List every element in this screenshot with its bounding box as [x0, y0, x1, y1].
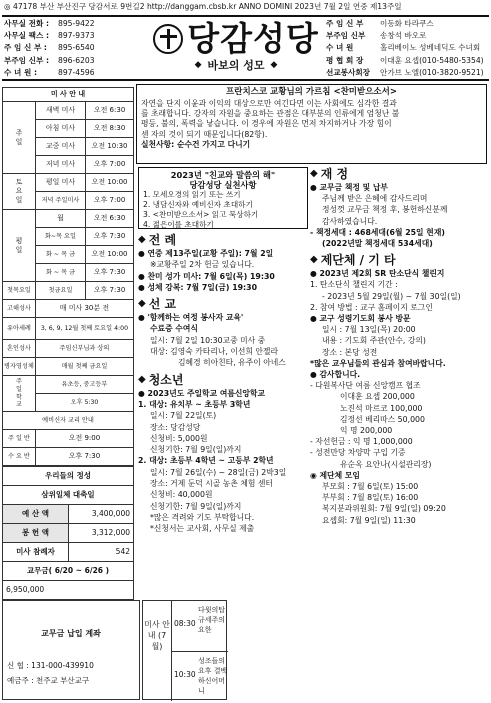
table-row [3, 524, 134, 543]
parish-name: 당감성당 [187, 19, 319, 58]
list-item: 수료증 수여식 [150, 324, 198, 334]
pope-teaching-box [136, 84, 487, 164]
schedule-name: 저녁 주일미사 [35, 192, 85, 210]
list-item: 감사하였습니다. [322, 216, 378, 226]
contact-row [4, 31, 144, 43]
list-item: - 2023년 5월 29일(월) ~ 7월 30일(일) [322, 291, 461, 301]
account-title: 교무금 납입 계좌 [41, 629, 101, 638]
list-item: 부부회 : 7월 8일(토) 16:00 [322, 493, 419, 503]
list-item: *많은 격려와 기도 부탁합니다. [150, 512, 255, 522]
diamond-icon: ◆ [310, 254, 318, 266]
list-item: 신청비: 40,000원 [150, 490, 213, 500]
list-item: ● 교무금 책정 및 납부 [310, 183, 388, 192]
schedule-time: 오후 7:00 [86, 156, 134, 174]
staff-value: 이대훈 요셉(010-5480-5354) [380, 55, 484, 65]
table-row [3, 102, 134, 120]
list-item: - 다원복사단 여름 신앙캠프 협조 [310, 381, 421, 391]
schedule-name: 교중 미사 [35, 138, 85, 156]
summary-value: 3,312,000 [68, 524, 133, 543]
list-item: *신청서는 교사회, 사무실 제출 [150, 524, 255, 534]
summary-title: 우리들의 정성 [3, 467, 134, 486]
schedule-time: 오전 10:00 [86, 246, 134, 264]
bulletin-header [2, 15, 489, 81]
staff-label: 평 협 회 장 [326, 55, 364, 65]
schedule-name: 화 ~ 목 금 [35, 264, 85, 282]
schedule-name: 평일 미사 [35, 174, 85, 192]
schedule-time: 오전 6:30 [86, 210, 134, 228]
schedule-name: 오후 5:30 [35, 394, 133, 412]
list-item: 노진석 마르코 100,000 [340, 403, 423, 413]
announcement-title: 프란치스코 교황님의 가르침 <찬미받으소서> [226, 87, 397, 97]
list-item: 장소: 거제 둔덕 시골 농촌 체험 센터 [150, 479, 273, 489]
schedule-name: 주임신부님과 상의 [35, 340, 133, 358]
tithe-period: 교무금( 6/20 ~ 6/26 ) [3, 562, 134, 581]
section-title: 재 정 [320, 167, 349, 181]
schedule-name: 새벽 미사 [35, 102, 85, 120]
table-row [3, 358, 134, 376]
list-item: 2. 참여 방법 : 교구 홈페이지 로그인 [310, 302, 433, 312]
table-row [3, 543, 134, 562]
schedule-group: 주 일 반 [3, 430, 36, 448]
diamond-icon: ◆ [138, 373, 146, 385]
right-column [310, 167, 488, 526]
table-row [3, 430, 134, 448]
contact-value: 897-4596 [58, 67, 95, 77]
list-item: 신청비: 5,000원 [150, 433, 208, 443]
week-mass-row [171, 601, 228, 651]
office-contacts [4, 19, 144, 80]
diamond-icon: ◆ [310, 168, 318, 180]
list-item: 내용 : 기도회 주관(안수, 강의) [322, 336, 426, 346]
list-item: 복지분과위원회: 7월 9일(일) 09:20 [322, 504, 446, 514]
offering-summary-table [2, 466, 134, 600]
staff-value: 홀리베이노 성베네딕도 수녀회 [380, 43, 481, 53]
schedule-group: 주 일 학 교 [3, 376, 36, 412]
contact-value: 895-9422 [58, 19, 95, 28]
parish-logo [148, 19, 324, 79]
list-item: 1. 탄소단식 챌린지 기간 : [310, 280, 398, 290]
schedule-name: 유초등, 중고등부 [35, 376, 133, 394]
list-item: ● 2023년도 주일학교 여름신앙학교 [138, 388, 266, 398]
top-address-line: ◎ 47178 부산 부산진구 당감서로 9번길2 http://danggam.cbsb.kr ANNO DOMINI 2023년 7월 2일 연중 제13주일 [4, 2, 402, 11]
list-item: 요셉회: 7월 9일(일) 11:30 [322, 515, 416, 525]
contact-value: 896-6203 [58, 55, 95, 65]
list-item: ● 감사합니다. [310, 370, 361, 380]
announcement-line: 센 자의 것이 되기 때문입니다(82항). [141, 129, 268, 139]
list-item: ● 찬미 성가 미사: 7월 6일(목) 19:30 [138, 271, 275, 281]
contact-label: 사무실 팩스 : [4, 31, 50, 41]
schedule-time: 오전 10:30 [86, 138, 134, 156]
contact-value: 895-6540 [58, 43, 95, 53]
list-item: 익 명 200,000 [340, 426, 393, 436]
parish-subtitle [148, 59, 324, 73]
section-finance [310, 167, 488, 182]
schedule-name: 아침 미사 [35, 120, 85, 138]
list-item: *많은 교우님들의 관심과 참여바랍니다. [310, 358, 446, 368]
schedule-time: 오전 8:30 [86, 120, 134, 138]
section-mission [138, 297, 308, 312]
announcement-body [141, 99, 482, 151]
schedule-time: 오후 7:30 [86, 228, 134, 246]
tithe-account-box [2, 600, 140, 700]
middle-column [138, 167, 308, 535]
week-mass-desc: 다윗의탑 규세주의요한 [198, 606, 226, 634]
contact-label: 주 임 신 부 : [4, 43, 47, 53]
schedule-group: 수 요 반 [3, 448, 36, 466]
list-item: 일시: 7월 22일(토) [150, 411, 217, 421]
schedule-group: 토 요 일 [3, 174, 36, 210]
summary-label: 예 산 액 [3, 505, 69, 524]
list-item: 신청기한: 7월 9일(일)까지 [150, 445, 242, 455]
list-item: 일시 : 7월 13일(목) 20:00 [322, 325, 416, 335]
list-item: 2. 대상: 초등부 4학년 ~ 고등부 2학년 [138, 456, 274, 466]
announcement-line: 평등, 불의, 폭력을 낳습니다. 이 경우에 자원은 먼저 차지하거나 가장 힘이 [141, 119, 392, 129]
schedule-group: 첫목요일 [3, 282, 36, 300]
schedule-name: 매 미사 30분 전 [35, 300, 133, 318]
schedule-time: 오후 7:00 [86, 192, 134, 210]
schedule-group: 평 일 [3, 210, 36, 282]
schedule-name: 오후 7:30 [35, 448, 133, 466]
list-item: ● 교구 성령기도회 봉사 방문 [310, 314, 411, 324]
section-groups [310, 253, 488, 268]
table-row [3, 505, 134, 524]
list-item: 3. <찬미받으소서> 읽고 묵상하기 [143, 210, 259, 219]
schedule-name: 저녁 미사 [35, 156, 85, 174]
year-theme-box [138, 167, 308, 229]
table-row [3, 282, 134, 300]
schedule-group: 고해성사 [3, 300, 36, 318]
announcement-line: 실천사항: 순수건 가지고 다니기 [141, 140, 251, 150]
staff-row [326, 19, 488, 31]
section-liturgy [138, 233, 308, 248]
contact-row [4, 43, 144, 55]
summary-value: 3,400,000 [68, 505, 133, 524]
staff-row [326, 56, 488, 68]
list-item: - 책정세대 : 468세대(6월 25일 현재) [310, 227, 445, 237]
list-item: 주님께 받은 은혜에 감사드리며 [322, 194, 428, 204]
staff-value: 이동화 타라쿠스 [380, 19, 434, 28]
staff-row [326, 68, 488, 80]
table-row [3, 300, 134, 318]
account-holder: 예금주 : 천주교 부산교구 [7, 676, 90, 685]
summary-label: 봉 헌 액 [3, 524, 69, 543]
list-item: 장소 : 본당 성전 [322, 347, 378, 357]
week-mass-time: 08:30 [174, 619, 196, 628]
schedule-group: 유아세례 [3, 318, 36, 340]
contact-label: 부주임 신부 : [4, 55, 50, 65]
schedule-time: 오후 7:30 [86, 282, 134, 300]
week-mass-row [171, 651, 228, 701]
contact-row [4, 68, 144, 80]
list-item: 4. 젊은이를 초대하기 [143, 220, 214, 229]
list-item: 김혜경 히아친타, 유주이 아네스 [178, 358, 286, 368]
announcement-line: 자연을 단지 이윤과 이익의 대상으로만 여긴다면 이는 사회에도 심각한 결과 [141, 98, 397, 108]
list-item: 정성껏 교무금 책정 후, 봉헌하신분께 [322, 205, 448, 215]
year-title: 2023년 "친교와 말씀의 해" [170, 170, 276, 180]
list-item: 이대훈 요셉 200,000 [340, 392, 415, 402]
list-item: ◉ 제단체 모임 [310, 470, 360, 480]
schedule-group: 병자영성체 [3, 358, 36, 376]
list-item: 일시: 7월 26일(수) ~ 28일(금) 2박3일 [150, 467, 287, 477]
staff-label: 주 임 신 부 [326, 19, 364, 28]
summary-label: 미사 참례자 [3, 543, 69, 562]
section-youth [138, 373, 308, 388]
list-item: ● 2023년 제2회 SR 탄소단식 챌린지 [310, 269, 445, 279]
list-item: (2022년말 책정세대 534세대) [322, 239, 433, 249]
table-row [3, 412, 134, 430]
contact-label: 사무실 전화 : [4, 19, 50, 28]
schedule-name: 화 ~ 목 금 [35, 246, 85, 264]
account-number: 신 협 : 131-000-439910 [7, 661, 94, 670]
diamond-icon: ◆ [270, 60, 278, 71]
staff-label: 부주임 신부 [326, 31, 366, 41]
contact-value: 897-9373 [58, 31, 95, 41]
table-row [3, 174, 134, 192]
list-item: 신청기한: 7월 9일(일)까지 [150, 501, 242, 511]
list-item: 2. 냉담신자와 예비신자 초대하기 [143, 200, 253, 209]
contact-row [4, 56, 144, 68]
section-title: 선 교 [148, 297, 177, 312]
list-item: 유순옥 요안나(시설관리장) [340, 459, 432, 469]
schedule-time: 오전 10:00 [86, 174, 134, 192]
list-item: - 자선헌금 : 익 명 1,000,000 [310, 437, 413, 447]
list-item: 부모회 : 7월 6일(토) 15:00 [322, 482, 419, 492]
table-row [3, 318, 134, 340]
week-mass-box [142, 600, 227, 700]
staff-value: 안가브 노엘(010-3820-9521) [380, 67, 484, 77]
list-item: 김정선 베리따스 50,000 [340, 414, 425, 424]
list-item: ● '함께하는 여정 봉사자 교육' [138, 313, 244, 323]
summary-subtitle: 삼위일체 대축일 [3, 486, 134, 505]
list-item: - 성전만당 차양막 구입 기증 [310, 448, 406, 458]
list-item: ● 연중 제13주일(교황 주일): 7월 2일 [138, 249, 274, 258]
schedule-time: 오전 6:30 [86, 102, 134, 120]
week-mass-desc: 성조들의요후 결백하신어머니 [198, 657, 228, 695]
schedule-name: 매월 첫째 금요일 [35, 358, 133, 376]
staff-label: 선교봉사회장 [326, 67, 371, 77]
week-mass-time: 10:30 [174, 670, 196, 679]
schedule-group: 주 일 [3, 102, 36, 174]
list-item: 1. 대상: 유치부 ~ 초등부 3학년 [138, 399, 251, 409]
tithe-value: 6,950,000 [3, 581, 134, 600]
section-title: 청소년 [148, 372, 184, 387]
schedule-name: 월 [35, 210, 85, 228]
staff-value: 송창석 바오로 [380, 31, 427, 41]
list-item: 1. 모세오경의 읽기 또는 쓰기 [143, 190, 241, 199]
list-item: 대상: 김영숙 카타리나, 이선희 안젤라 [150, 347, 278, 357]
section-title: 전 례 [148, 233, 177, 247]
week-mass-label: 미사 안내 (7월) [144, 620, 170, 651]
diamond-icon: ◆ [138, 234, 146, 246]
staff-row [326, 31, 488, 43]
list-item: 일시: 7월 2일 10:30교중 미사 중 [150, 335, 266, 345]
mass-schedule-table [2, 87, 134, 466]
contact-row [4, 19, 144, 31]
catechumen-title: 예비신자 교리 안내 [3, 412, 134, 430]
table-row [3, 448, 134, 466]
subtitle-text: 바보의 성모 [207, 59, 265, 72]
schedule-group: 혼인성사 [3, 340, 36, 358]
table-row [3, 340, 134, 358]
schedule-time: 오후 7:30 [86, 264, 134, 282]
diamond-icon: ◆ [138, 298, 146, 310]
section-title: 제단체 / 기 타 [320, 253, 396, 268]
staff-row [326, 43, 488, 55]
staff-label: 수 녀 원 [326, 43, 354, 53]
list-item: ● 성체 강복: 7월 7일(금) 19:30 [138, 282, 258, 292]
table-row [3, 376, 134, 394]
announcement-line: 를 초래합니다. 강자의 자원을 중요하는 관점은 대부분의 인류에게 엄청난 불 [141, 109, 400, 119]
list-item: ※교황주일 2차 헌금 있습니다. [150, 260, 255, 270]
schedule-name: 화~목 요일 [35, 228, 85, 246]
schedule-name: 오전 9:00 [35, 430, 133, 448]
schedule-title: 미 사 안 내 [3, 88, 134, 102]
year-subtitle: 당감성당 실천사항 [189, 180, 257, 190]
cross-emblem-icon [153, 24, 183, 54]
contact-label: 수 녀 원 : [4, 67, 37, 77]
parish-title [148, 19, 324, 59]
table-row [3, 210, 134, 228]
schedule-name: 첫금요일 [35, 282, 85, 300]
list-item: 장소: 당감성당 [150, 422, 201, 432]
summary-value: 542 [68, 543, 133, 562]
staff-list [326, 19, 488, 80]
schedule-name: 3, 6, 9, 12월 첫째 토요일 4:00 [35, 318, 133, 340]
diamond-icon: ◆ [194, 60, 202, 71]
